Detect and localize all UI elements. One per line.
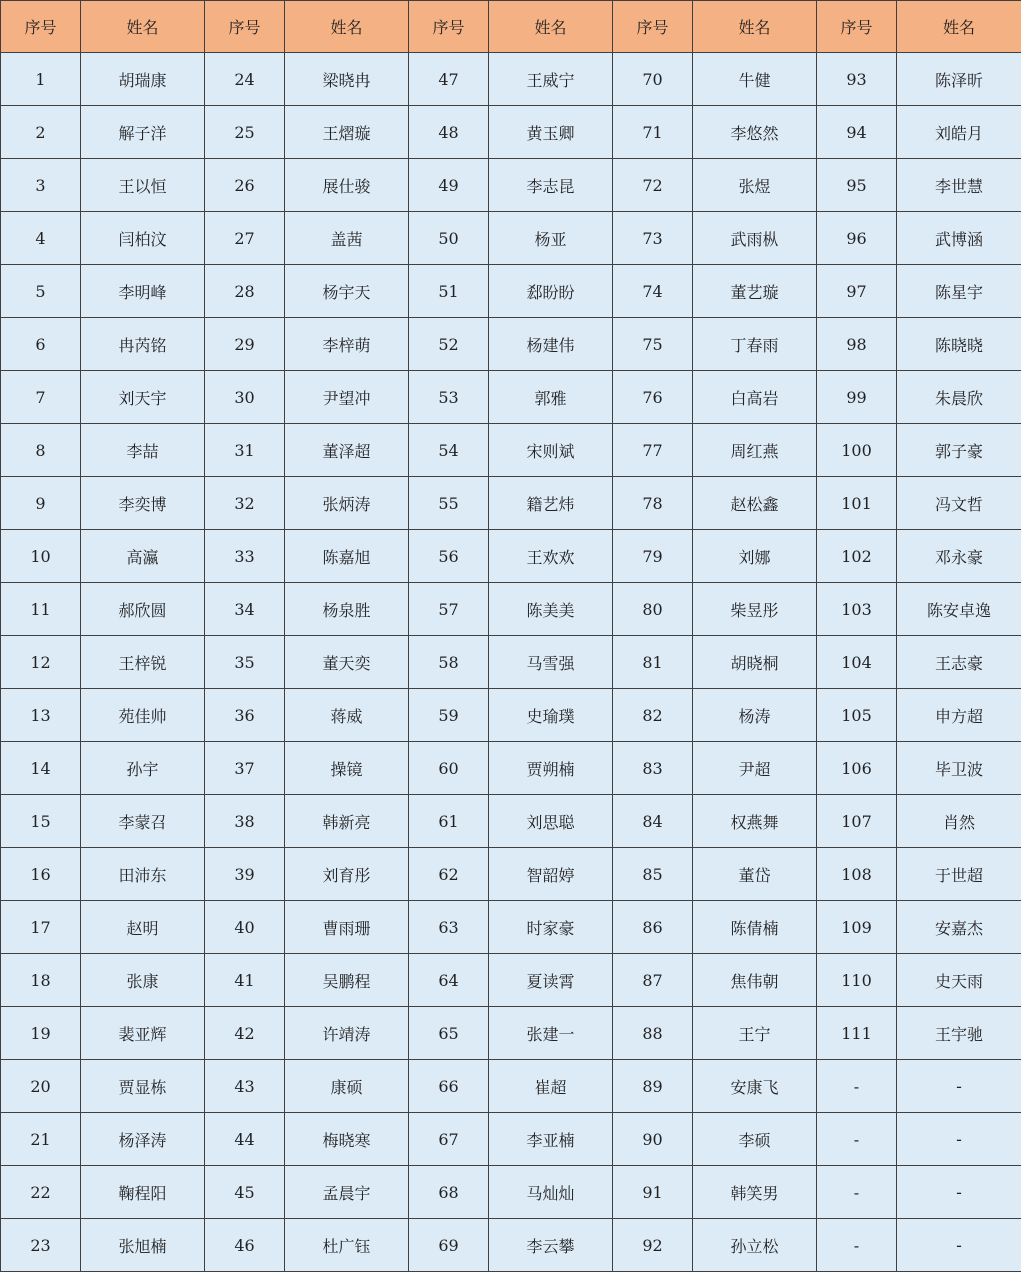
- cell-serial-number: 103: [817, 583, 897, 636]
- cell-name: -: [897, 1219, 1021, 1272]
- cell-serial-number: 35: [205, 636, 285, 689]
- cell-serial-number: 43: [205, 1060, 285, 1113]
- cell-serial-number: 3: [1, 159, 81, 212]
- cell-name: 安康飞: [693, 1060, 817, 1113]
- cell-serial-number: 30: [205, 371, 285, 424]
- cell-name: 胡瑞康: [81, 53, 205, 106]
- cell-serial-number: 37: [205, 742, 285, 795]
- cell-name: 王宁: [693, 1007, 817, 1060]
- cell-serial-number: 86: [613, 901, 693, 954]
- cell-serial-number: 59: [409, 689, 489, 742]
- cell-serial-number: 51: [409, 265, 489, 318]
- cell-name: 郭子豪: [897, 424, 1021, 477]
- cell-name: 杨涛: [693, 689, 817, 742]
- cell-serial-number: 27: [205, 212, 285, 265]
- cell-serial-number: -: [817, 1219, 897, 1272]
- table-row: [1, 424, 1021, 477]
- cell-name: 张煜: [693, 159, 817, 212]
- cell-serial-number: 109: [817, 901, 897, 954]
- header-name: 姓名: [285, 1, 409, 53]
- cell-serial-number: 54: [409, 424, 489, 477]
- cell-name: 权燕舞: [693, 795, 817, 848]
- cell-name: 牛健: [693, 53, 817, 106]
- cell-name: 李硕: [693, 1113, 817, 1166]
- table-row: [1, 53, 1021, 106]
- cell-name: 董天奕: [285, 636, 409, 689]
- cell-name: 孟晨宇: [285, 1166, 409, 1219]
- cell-name: 赵明: [81, 901, 205, 954]
- table-row: [1, 954, 1021, 1007]
- table-row: [1, 689, 1021, 742]
- cell-name: 武博涵: [897, 212, 1021, 265]
- table-row: [1, 901, 1021, 954]
- table-row: [1, 848, 1021, 901]
- header-name: 姓名: [489, 1, 613, 53]
- cell-serial-number: 95: [817, 159, 897, 212]
- cell-name: 史瑜璞: [489, 689, 613, 742]
- cell-serial-number: 22: [1, 1166, 81, 1219]
- cell-name: 孙宇: [81, 742, 205, 795]
- cell-name: 苑佳帅: [81, 689, 205, 742]
- table-row: [1, 742, 1021, 795]
- cell-name: 刘皓月: [897, 106, 1021, 159]
- cell-name: 丁春雨: [693, 318, 817, 371]
- cell-serial-number: 89: [613, 1060, 693, 1113]
- cell-name: 马雪强: [489, 636, 613, 689]
- cell-serial-number: 57: [409, 583, 489, 636]
- cell-name: 田沛东: [81, 848, 205, 901]
- cell-serial-number: 84: [613, 795, 693, 848]
- cell-name: 贾显栋: [81, 1060, 205, 1113]
- cell-name: 刘思聪: [489, 795, 613, 848]
- header-serial-number: 序号: [613, 1, 693, 53]
- cell-serial-number: 87: [613, 954, 693, 1007]
- cell-name: 时家豪: [489, 901, 613, 954]
- cell-serial-number: 78: [613, 477, 693, 530]
- cell-serial-number: 100: [817, 424, 897, 477]
- cell-name: 史天雨: [897, 954, 1021, 1007]
- cell-serial-number: 19: [1, 1007, 81, 1060]
- cell-serial-number: 45: [205, 1166, 285, 1219]
- cell-serial-number: 4: [1, 212, 81, 265]
- cell-serial-number: 79: [613, 530, 693, 583]
- cell-serial-number: 5: [1, 265, 81, 318]
- cell-name: 杨亚: [489, 212, 613, 265]
- table-row: [1, 1060, 1021, 1113]
- cell-serial-number: 6: [1, 318, 81, 371]
- cell-name: 张旭楠: [81, 1219, 205, 1272]
- cell-name: 申方超: [897, 689, 1021, 742]
- table-row: [1, 106, 1021, 159]
- cell-serial-number: 15: [1, 795, 81, 848]
- cell-name: 李喆: [81, 424, 205, 477]
- cell-name: 闫柏汶: [81, 212, 205, 265]
- cell-name: 许靖涛: [285, 1007, 409, 1060]
- cell-serial-number: 105: [817, 689, 897, 742]
- cell-serial-number: 67: [409, 1113, 489, 1166]
- cell-serial-number: 28: [205, 265, 285, 318]
- cell-name: 高瀛: [81, 530, 205, 583]
- cell-name: 王梓锐: [81, 636, 205, 689]
- cell-serial-number: 61: [409, 795, 489, 848]
- cell-serial-number: 42: [205, 1007, 285, 1060]
- cell-serial-number: 26: [205, 159, 285, 212]
- cell-name: 鞠程阳: [81, 1166, 205, 1219]
- cell-serial-number: 85: [613, 848, 693, 901]
- cell-name: 尹望冲: [285, 371, 409, 424]
- cell-serial-number: 62: [409, 848, 489, 901]
- header-name: 姓名: [81, 1, 205, 53]
- cell-name: 王欢欢: [489, 530, 613, 583]
- cell-serial-number: 48: [409, 106, 489, 159]
- cell-serial-number: 17: [1, 901, 81, 954]
- cell-name: 杜广钰: [285, 1219, 409, 1272]
- cell-serial-number: 63: [409, 901, 489, 954]
- table-row: [1, 583, 1021, 636]
- cell-serial-number: 25: [205, 106, 285, 159]
- cell-name: 裴亚辉: [81, 1007, 205, 1060]
- cell-serial-number: 33: [205, 530, 285, 583]
- cell-name: 王熠璇: [285, 106, 409, 159]
- cell-serial-number: 56: [409, 530, 489, 583]
- cell-name: 张建一: [489, 1007, 613, 1060]
- cell-serial-number: 82: [613, 689, 693, 742]
- header-serial-number: 序号: [409, 1, 489, 53]
- cell-name: -: [897, 1113, 1021, 1166]
- cell-name: 陈美美: [489, 583, 613, 636]
- cell-name: 杨泉胜: [285, 583, 409, 636]
- cell-serial-number: 31: [205, 424, 285, 477]
- cell-serial-number: 39: [205, 848, 285, 901]
- cell-name: 韩笑男: [693, 1166, 817, 1219]
- cell-serial-number: 49: [409, 159, 489, 212]
- cell-serial-number: 98: [817, 318, 897, 371]
- cell-name: 陈星宇: [897, 265, 1021, 318]
- cell-name: 解子洋: [81, 106, 205, 159]
- cell-serial-number: 70: [613, 53, 693, 106]
- cell-name: 蒋威: [285, 689, 409, 742]
- cell-name: 孙立松: [693, 1219, 817, 1272]
- cell-name: 胡晓桐: [693, 636, 817, 689]
- table-row: [1, 636, 1021, 689]
- cell-name: -: [897, 1060, 1021, 1113]
- cell-name: 朱晨欣: [897, 371, 1021, 424]
- cell-serial-number: 8: [1, 424, 81, 477]
- table-row: [1, 530, 1021, 583]
- table-row: [1, 795, 1021, 848]
- cell-name: 曹雨珊: [285, 901, 409, 954]
- cell-name: 杨宇天: [285, 265, 409, 318]
- cell-name: 尹超: [693, 742, 817, 795]
- cell-serial-number: 71: [613, 106, 693, 159]
- cell-name: 王以恒: [81, 159, 205, 212]
- cell-name: -: [897, 1166, 1021, 1219]
- header-name: 姓名: [693, 1, 817, 53]
- cell-serial-number: 10: [1, 530, 81, 583]
- cell-serial-number: 23: [1, 1219, 81, 1272]
- cell-serial-number: 80: [613, 583, 693, 636]
- cell-serial-number: 16: [1, 848, 81, 901]
- cell-serial-number: 44: [205, 1113, 285, 1166]
- cell-serial-number: 73: [613, 212, 693, 265]
- cell-serial-number: 107: [817, 795, 897, 848]
- table-row: [1, 212, 1021, 265]
- cell-serial-number: 104: [817, 636, 897, 689]
- cell-serial-number: 65: [409, 1007, 489, 1060]
- cell-name: 赵松鑫: [693, 477, 817, 530]
- cell-name: 毕卫波: [897, 742, 1021, 795]
- cell-serial-number: 55: [409, 477, 489, 530]
- cell-name: 杨泽涛: [81, 1113, 205, 1166]
- cell-name: 张炳涛: [285, 477, 409, 530]
- table-row: [1, 1007, 1021, 1060]
- header-serial-number: 序号: [205, 1, 285, 53]
- cell-name: 夏读霄: [489, 954, 613, 1007]
- cell-name: 展仕骏: [285, 159, 409, 212]
- cell-name: 马灿灿: [489, 1166, 613, 1219]
- cell-name: 肖然: [897, 795, 1021, 848]
- cell-serial-number: 46: [205, 1219, 285, 1272]
- cell-name: 王志豪: [897, 636, 1021, 689]
- cell-name: 籍艺炜: [489, 477, 613, 530]
- cell-name: 安嘉杰: [897, 901, 1021, 954]
- cell-name: 陈倩楠: [693, 901, 817, 954]
- cell-serial-number: 29: [205, 318, 285, 371]
- cell-serial-number: 21: [1, 1113, 81, 1166]
- cell-name: 李奕博: [81, 477, 205, 530]
- header-name: 姓名: [897, 1, 1021, 53]
- cell-serial-number: 41: [205, 954, 285, 1007]
- cell-serial-number: 34: [205, 583, 285, 636]
- cell-name: 贾朔楠: [489, 742, 613, 795]
- cell-serial-number: 64: [409, 954, 489, 1007]
- cell-serial-number: 40: [205, 901, 285, 954]
- cell-serial-number: 36: [205, 689, 285, 742]
- cell-name: 陈晓晓: [897, 318, 1021, 371]
- cell-serial-number: 7: [1, 371, 81, 424]
- cell-name: 焦伟朝: [693, 954, 817, 1007]
- table-body: [1, 53, 1021, 1272]
- header-serial-number: 序号: [817, 1, 897, 53]
- cell-name: 刘娜: [693, 530, 817, 583]
- cell-serial-number: 96: [817, 212, 897, 265]
- cell-name: 周红燕: [693, 424, 817, 477]
- cell-name: 韩新亮: [285, 795, 409, 848]
- header-row: [1, 1, 1021, 53]
- cell-serial-number: 47: [409, 53, 489, 106]
- cell-serial-number: -: [817, 1113, 897, 1166]
- cell-name: 柴昱彤: [693, 583, 817, 636]
- cell-name: 白高岩: [693, 371, 817, 424]
- cell-name: 武雨枞: [693, 212, 817, 265]
- cell-serial-number: 75: [613, 318, 693, 371]
- cell-name: 王威宁: [489, 53, 613, 106]
- cell-serial-number: 90: [613, 1113, 693, 1166]
- cell-serial-number: 101: [817, 477, 897, 530]
- cell-serial-number: 106: [817, 742, 897, 795]
- cell-name: 李悠然: [693, 106, 817, 159]
- cell-name: 冯文哲: [897, 477, 1021, 530]
- cell-serial-number: 92: [613, 1219, 693, 1272]
- cell-serial-number: 69: [409, 1219, 489, 1272]
- cell-serial-number: 50: [409, 212, 489, 265]
- cell-name: 宋则斌: [489, 424, 613, 477]
- cell-name: 郝欣圆: [81, 583, 205, 636]
- table-row: [1, 371, 1021, 424]
- cell-name: 吴鹏程: [285, 954, 409, 1007]
- table-row: [1, 265, 1021, 318]
- cell-name: 董岱: [693, 848, 817, 901]
- cell-name: 黄玉卿: [489, 106, 613, 159]
- cell-name: 刘天宇: [81, 371, 205, 424]
- table-row: [1, 159, 1021, 212]
- cell-serial-number: 9: [1, 477, 81, 530]
- cell-serial-number: 58: [409, 636, 489, 689]
- cell-name: 李亚楠: [489, 1113, 613, 1166]
- cell-name: 董泽超: [285, 424, 409, 477]
- table-row: [1, 1219, 1021, 1272]
- cell-serial-number: 83: [613, 742, 693, 795]
- cell-serial-number: 108: [817, 848, 897, 901]
- cell-name: 智韶婷: [489, 848, 613, 901]
- cell-serial-number: 110: [817, 954, 897, 1007]
- cell-name: 张康: [81, 954, 205, 1007]
- header-serial-number: 序号: [1, 1, 81, 53]
- cell-name: 刘育彤: [285, 848, 409, 901]
- cell-serial-number: 2: [1, 106, 81, 159]
- cell-name: 郭雅: [489, 371, 613, 424]
- cell-name: 李云攀: [489, 1219, 613, 1272]
- cell-name: 陈安卓逸: [897, 583, 1021, 636]
- cell-serial-number: 68: [409, 1166, 489, 1219]
- cell-name: 盖茜: [285, 212, 409, 265]
- table-row: [1, 477, 1021, 530]
- cell-serial-number: 97: [817, 265, 897, 318]
- cell-name: 陈泽昕: [897, 53, 1021, 106]
- cell-serial-number: 77: [613, 424, 693, 477]
- cell-serial-number: 93: [817, 53, 897, 106]
- cell-serial-number: 74: [613, 265, 693, 318]
- cell-name: 梅晓寒: [285, 1113, 409, 1166]
- cell-name: 李志昆: [489, 159, 613, 212]
- cell-serial-number: 24: [205, 53, 285, 106]
- cell-serial-number: 1: [1, 53, 81, 106]
- cell-serial-number: 66: [409, 1060, 489, 1113]
- cell-name: 李蒙召: [81, 795, 205, 848]
- cell-name: 李明峰: [81, 265, 205, 318]
- cell-serial-number: 111: [817, 1007, 897, 1060]
- cell-name: 董艺璇: [693, 265, 817, 318]
- cell-serial-number: 81: [613, 636, 693, 689]
- cell-serial-number: 14: [1, 742, 81, 795]
- cell-serial-number: -: [817, 1166, 897, 1219]
- cell-serial-number: 91: [613, 1166, 693, 1219]
- cell-serial-number: 60: [409, 742, 489, 795]
- cell-name: 康硕: [285, 1060, 409, 1113]
- cell-name: 于世超: [897, 848, 1021, 901]
- cell-serial-number: 99: [817, 371, 897, 424]
- cell-serial-number: 76: [613, 371, 693, 424]
- cell-serial-number: 18: [1, 954, 81, 1007]
- cell-name: 操镜: [285, 742, 409, 795]
- cell-serial-number: 13: [1, 689, 81, 742]
- cell-name: 梁晓冉: [285, 53, 409, 106]
- cell-serial-number: 12: [1, 636, 81, 689]
- table-row: [1, 318, 1021, 371]
- cell-name: 邓永豪: [897, 530, 1021, 583]
- cell-name: 杨建伟: [489, 318, 613, 371]
- cell-serial-number: 38: [205, 795, 285, 848]
- cell-name: 崔超: [489, 1060, 613, 1113]
- cell-serial-number: 52: [409, 318, 489, 371]
- cell-name: 冉芮铭: [81, 318, 205, 371]
- cell-serial-number: 11: [1, 583, 81, 636]
- cell-serial-number: 20: [1, 1060, 81, 1113]
- cell-serial-number: 94: [817, 106, 897, 159]
- cell-name: 李梓萌: [285, 318, 409, 371]
- cell-name: 陈嘉旭: [285, 530, 409, 583]
- cell-serial-number: 102: [817, 530, 897, 583]
- table-header: [1, 1, 1021, 53]
- cell-serial-number: 72: [613, 159, 693, 212]
- cell-name: 李世慧: [897, 159, 1021, 212]
- table-row: [1, 1166, 1021, 1219]
- cell-name: 王宇驰: [897, 1007, 1021, 1060]
- cell-serial-number: 53: [409, 371, 489, 424]
- cell-serial-number: -: [817, 1060, 897, 1113]
- cell-name: 郄盼盼: [489, 265, 613, 318]
- cell-serial-number: 88: [613, 1007, 693, 1060]
- cell-serial-number: 32: [205, 477, 285, 530]
- table-row: [1, 1113, 1021, 1166]
